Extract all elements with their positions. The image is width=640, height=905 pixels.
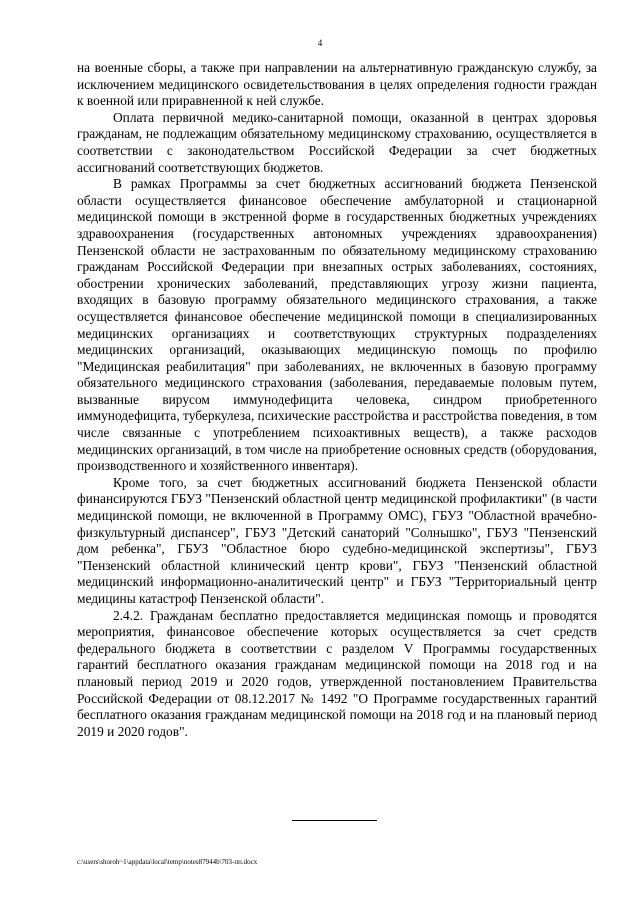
- paragraph-financed-institutions: Кроме того, за счет бюджетных ассигнований бюджета Пензенской области финансируются ГБУЗ "Пензенский областной центр медицинской профилактики" (в части медицинской помощи, не включенной в Программу ОМС), ГБУЗ "Областной врачебно-физкультурный диспансер", ГБУЗ "Детский санаторий "Солнышко", ГБУЗ "Пензенский дом ребенка", ГБУЗ "Областное бюро судебно-медицинской экспертизы", ГБУЗ "Пензенский областной клинический центр крови", ГБУЗ "Пензенский областной медицинский информационно-аналитический центр" и ГБУЗ "Территориальный центр медицины катастроф Пензенской области".: [77, 474, 597, 606]
- paragraph-2-4-2: 2.4.2. Гражданам бесплатно предоставляется медицинская помощь и проводятся мероприятия, финансовое обеспечение которых осуществляется за счет средств федерального бюджета в соответствии с разделом V Программы государственных гарантий бесплатного оказания гражданам медицинской помощи на 2018 год и на плановый период 2019 и 2020 годов, утвержденной постановлением Правительства Российской Федерации от 08.12.2017 № 1492 "О Программе государственных гарантий бесплатного оказания гражданам медицинской помощи на 2018 год и на плановый период 2019 и 2020 годов".: [77, 607, 597, 739]
- footnote-separator: [292, 820, 377, 821]
- document-body: [77, 60, 597, 740]
- file-path-footer: c:\users\shoroh~1\appdata\local\temp\notes87944b\703-пп.docx: [77, 858, 258, 866]
- paragraph-regional-budget: В рамках Программы за счет бюджетных ассигнований бюджета Пензенской области осуществляется финансовое обеспечение амбулаторной и стационарной медицинской помощи в экстренной форме в государственных бюджетных учреждениях здравоохранения (государственных автономных учреждениях здравоохранения) Пензенской области не застрахованным по обязательному медицинскому страхованию гражданам Российской Федерации при внезапных острых заболеваниях, состояниях, обострении хронических заболеваний, представляющих угрозу жизни пациента, входящих в базовую программу обязательного медицинского страхования, а также осуществляется финансовое обеспечение медицинской помощи в специализированных медицинских организациях и соответствующих структурных подразделениях медицинских организаций, оказывающих медицинскую помощь по профилю "Медицинская реабилитация" при заболеваниях, не включенных в базовую программу обязательного медицинского страхования (заболевания, передаваемые половым путем, вызванные вирусом иммунодефицита человека, синдром приобретенного иммунодефицита, туберкулеза, психические расстройства и расстройства поведения, в том числе связанные с употреблением психоактивных веществ), а также расходов медицинских организаций, в том числе на приобретение основных средств (оборудования, производственного и хозяйственного инвентаря).: [77, 176, 597, 474]
- paragraph-health-centers: Оплата первичной медико-санитарной помощи, оказанной в центрах здоровья гражданам, не подлежащим обязательному медицинскому страхованию, осуществляется в соответствии с законодательством Российской Федерации за счет бюджетных ассигнований соответствующих бюджетов.: [77, 109, 597, 175]
- page-number: 4: [317, 38, 323, 48]
- paragraph-continuation: на военные сборы, а также при направлении на альтернативную гражданскую службу, за исключением медицинского освидетельствования в целях определения годности граждан к военной или приравненной к ней службе.: [77, 60, 597, 109]
